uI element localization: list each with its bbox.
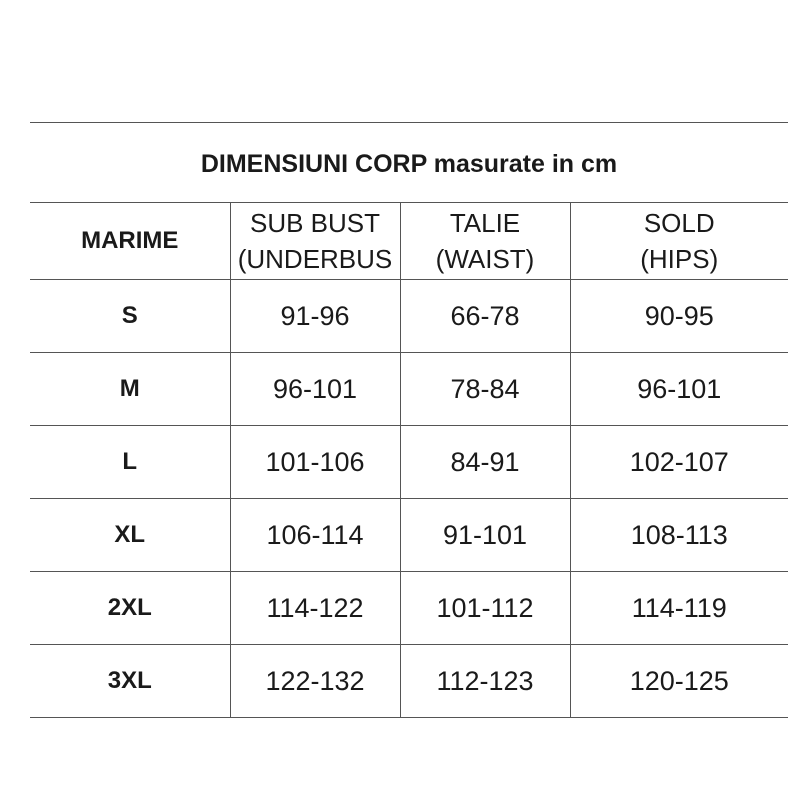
- table-title: DIMENSIUNI CORP masurate in cm: [30, 123, 788, 203]
- table-row: [30, 499, 788, 572]
- header-waist-line-1: TALIE: [449, 208, 521, 238]
- size-cell: 3XL: [30, 645, 230, 718]
- waist-cell: 101-112: [400, 572, 570, 645]
- bust-cell: 114-122: [230, 572, 400, 645]
- title-row: [30, 123, 788, 203]
- hips-cell: 108-113: [570, 499, 788, 572]
- bust-cell: 106-114: [230, 499, 400, 572]
- size-chart-table: [30, 122, 788, 718]
- header-size: MARIME: [30, 203, 230, 280]
- hips-cell: 90-95: [570, 280, 788, 353]
- hips-cell: 114-119: [570, 572, 788, 645]
- bust-cell: 91-96: [230, 280, 400, 353]
- size-cell: XL: [30, 499, 230, 572]
- header-bust: [230, 203, 400, 280]
- header-row: [30, 203, 788, 280]
- table-row: [30, 353, 788, 426]
- size-cell: S: [30, 280, 230, 353]
- hips-cell: 120-125: [570, 645, 788, 718]
- table-row: [30, 645, 788, 718]
- hips-cell: 102-107: [570, 426, 788, 499]
- header-hips: [570, 203, 788, 280]
- size-cell: M: [30, 353, 230, 426]
- header-waist-line-2: (WAIST): [435, 244, 535, 274]
- waist-cell: 78-84: [400, 353, 570, 426]
- waist-cell: 112-123: [400, 645, 570, 718]
- header-hips-line-2: (HIPS): [640, 244, 719, 274]
- waist-cell: 84-91: [400, 426, 570, 499]
- header-waist: [400, 203, 570, 280]
- waist-cell: 66-78: [400, 280, 570, 353]
- header-bust-line-1: SUB BUST: [249, 208, 381, 238]
- size-cell: 2XL: [30, 572, 230, 645]
- table-row: [30, 572, 788, 645]
- bust-cell: 122-132: [230, 645, 400, 718]
- header-bust-line-2: (UNDERBUS: [237, 244, 393, 274]
- hips-cell: 96-101: [570, 353, 788, 426]
- bust-cell: 101-106: [230, 426, 400, 499]
- header-hips-line-1: SOLD: [643, 208, 715, 238]
- table-row: [30, 426, 788, 499]
- waist-cell: 91-101: [400, 499, 570, 572]
- bust-cell: 96-101: [230, 353, 400, 426]
- size-cell: L: [30, 426, 230, 499]
- table-row: [30, 280, 788, 353]
